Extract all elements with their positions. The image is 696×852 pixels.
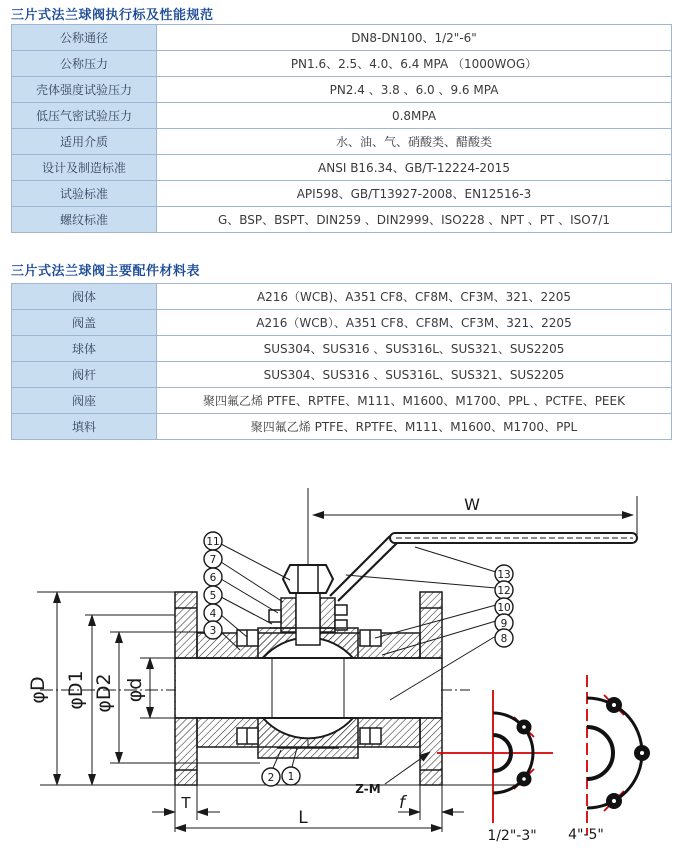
spec-value-cell: PN1.6、2.5、4.0、6.4 MPA （1000WOG） bbox=[157, 51, 672, 77]
dia-small-d-label: φd bbox=[124, 677, 146, 703]
material-label-cell: 阀杆 bbox=[12, 362, 157, 388]
spec-value-cell: ANSI B16.34、GB/T-12224-2015 bbox=[157, 155, 672, 181]
spec-label-cell: 试验标准 bbox=[12, 181, 157, 207]
material-value-cell: SUS304、SUS316 、SUS316L、SUS321、SUS2205 bbox=[157, 336, 672, 362]
spec-label-cell: 公称压力 bbox=[12, 51, 157, 77]
spec-label-cell: 壳体强度试验压力 bbox=[12, 77, 157, 103]
table-row bbox=[12, 362, 672, 388]
handle bbox=[330, 533, 637, 601]
table-row bbox=[12, 336, 672, 362]
materials-table-title: 三片式法兰球阀主要配件材料表 bbox=[11, 264, 201, 279]
material-value-cell: A216（WCB）、A351 CF8、CF8M、CF3M、321、2205 bbox=[157, 310, 672, 336]
spec-value-cell: API598、GB/T13927-2008、EN12516-3 bbox=[157, 181, 672, 207]
material-label-cell: 填料 bbox=[12, 414, 157, 440]
callout-number: 1 bbox=[287, 771, 295, 783]
material-value-cell: 聚四氟乙烯 PTFE、RPTFE、M111、M1600、M1700、PPL bbox=[157, 414, 672, 440]
table-row bbox=[12, 181, 672, 207]
zm-label: Z-M bbox=[355, 782, 381, 796]
table-row bbox=[12, 310, 672, 336]
callout-number: 10 bbox=[497, 602, 511, 614]
spec-label-cell: 设计及制造标准 bbox=[12, 155, 157, 181]
material-value-cell: SUS304、SUS316 、SUS316L、SUS321、SUS2205 bbox=[157, 362, 672, 388]
flange-end-views bbox=[437, 675, 650, 835]
table-row bbox=[12, 51, 672, 77]
material-value-cell: A216（WCB)、A351 CF8、CF8M、CF3M、321、2205 bbox=[157, 284, 672, 310]
callout-number: 6 bbox=[209, 572, 217, 584]
table-row bbox=[12, 129, 672, 155]
spec-value-cell: 水、油、气、硝酸类、醋酸类 bbox=[157, 129, 672, 155]
spec-table-title: 三片式法兰球阀执行标及性能规范 bbox=[11, 8, 214, 23]
view-a-label: 1/2"-3" bbox=[487, 828, 537, 844]
table-row bbox=[12, 25, 672, 51]
spec-label-cell: 公称通径 bbox=[12, 25, 157, 51]
dia-d1-label: φD1 bbox=[65, 670, 87, 710]
callout-number: 12 bbox=[497, 585, 511, 597]
spec-value-cell: 0.8MPA bbox=[157, 103, 672, 129]
table-row bbox=[12, 103, 672, 129]
spec-value-cell: DN8-DN100、1/2"-6" bbox=[157, 25, 672, 51]
material-value-cell: 聚四氟乙烯 PTFE、RPTFE、M111、M1600、M1700、PPL 、PCTFE、PEEK bbox=[157, 388, 672, 414]
dim-t-label: T bbox=[181, 794, 191, 812]
callout-number: 13 bbox=[497, 569, 511, 581]
performance-spec-table bbox=[11, 24, 672, 233]
spec-label-cell: 螺纹标准 bbox=[12, 207, 157, 233]
spec-label-cell: 低压气密试验压力 bbox=[12, 103, 157, 129]
table-row bbox=[12, 284, 672, 310]
table-row bbox=[12, 155, 672, 181]
table-row bbox=[12, 207, 672, 233]
table-row bbox=[12, 414, 672, 440]
dim-bottom bbox=[152, 747, 464, 832]
spec-label-cell: 适用介质 bbox=[12, 129, 157, 155]
dim-l-label: L bbox=[298, 808, 308, 828]
callout-number: 5 bbox=[209, 590, 217, 602]
dim-f-label: f bbox=[399, 793, 405, 813]
valve-technical-drawing bbox=[0, 444, 696, 852]
dim-w-label: W bbox=[464, 495, 480, 514]
stem-nut bbox=[283, 565, 333, 593]
dia-d-label: φD bbox=[27, 676, 49, 704]
callout-number: 7 bbox=[209, 554, 217, 566]
material-label-cell: 阀盖 bbox=[12, 310, 157, 336]
spec-value-cell: PN2.4 、3.8 、6.0 、9.6 MPA bbox=[157, 77, 672, 103]
dia-d2-label: φD2 bbox=[93, 673, 115, 713]
materials-table bbox=[11, 283, 672, 440]
material-label-cell: 球体 bbox=[12, 336, 157, 362]
callout-number: 4 bbox=[209, 608, 217, 620]
callout-number: 2 bbox=[267, 772, 275, 784]
material-label-cell: 阀座 bbox=[12, 388, 157, 414]
material-label-cell: 阀体 bbox=[12, 284, 157, 310]
table-row bbox=[12, 77, 672, 103]
callout-number: 8 bbox=[500, 633, 508, 645]
spec-value-cell: G、BSP、BSPT、DIN259 、DIN2999、ISO228 、NPT 、PT 、ISO7/1 bbox=[157, 207, 672, 233]
view-b-label: 4"-5" bbox=[568, 827, 604, 843]
callout-number: 9 bbox=[500, 618, 508, 630]
callout-number: 11 bbox=[206, 536, 220, 548]
table-row bbox=[12, 388, 672, 414]
callout-number: 3 bbox=[209, 625, 217, 637]
